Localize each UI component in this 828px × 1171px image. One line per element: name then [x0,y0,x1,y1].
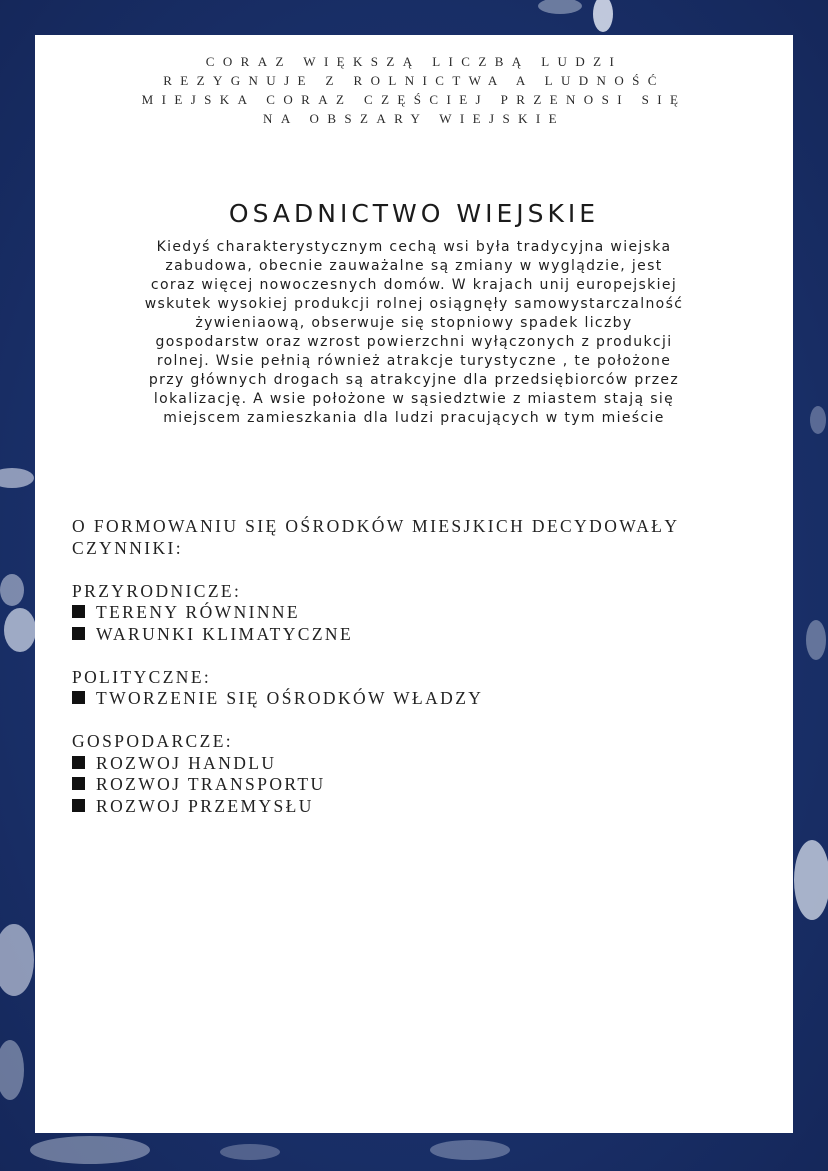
square-bullet-icon [72,605,85,618]
list-item [72,774,762,796]
group-label-natural: PRZYRODNICZE: [72,580,242,601]
body-line: lokalizację. A wsie położone w sąsiedztwie z miastem stają się [153,391,675,407]
intro-line: REZYGNUJE Z ROLNICTWA A LUDNOŚĆ [163,73,665,88]
body-line: rolnej. Wsie pełnią również atrakcje turystyczne , te położone [156,353,672,369]
body-line: miejscem zamieszkania dla ludzi pracujących w tym mieście [163,410,665,426]
document-page [35,35,793,1133]
square-bullet-icon [72,799,85,812]
body-line: przy głównych drogach są atrakcyjne dla przedsiębiorców przez [148,372,680,388]
intro-heading [35,52,793,128]
factors-section [72,516,762,817]
list-item-text: TERENY RÓWNINNE [96,602,301,622]
group-label-political: POLITYCZNE: [72,666,212,687]
body-line: żywieniaową, obserwuje się stopniowy spadek liczby [195,315,633,331]
intro-line: CORAZ WIĘKSZĄ LICZBĄ LUDZI [205,54,623,69]
list-item [72,753,762,775]
square-bullet-icon [72,756,85,769]
body-line: coraz więcej nowoczesnych domów. W krajach unij europejskiej [150,277,678,293]
intro-line: MIEJSKA CORAZ CZĘŚCIEJ PRZENOSI SIĘ [141,92,687,107]
list-item [72,624,762,646]
list-item-text: ROZWOJ PRZEMYSŁU [96,795,314,816]
body-line: zabudowa, obecnie zauważalne są zmiany w wyglądzie, jest [165,258,663,274]
body-line: Kiedyś charakterystycznym cechą wsi była tradycyjna wiejska [156,239,672,255]
list-item [72,688,762,710]
intro-line: NA OBSZARY WIEJSKIE [263,111,565,126]
factors-heading: O FORMOWANIU SIĘ OŚRODKÓW MIESJKICH DECYDOWAŁY [72,516,680,536]
list-item-text: ROZWOJ TRANSPORTU [96,774,326,794]
body-line: wskutek wysokiej produkcji rolnej osiągnęły samowystarczalność [144,296,684,312]
list-item [72,796,762,818]
square-bullet-icon [72,777,85,790]
group-label-economic: GOSPODARCZE: [72,731,234,751]
page-title: OSADNICTWO WIEJSKIE [228,199,600,228]
square-bullet-icon [72,691,85,704]
list-item-text: ROZWOJ HANDLU [96,752,277,773]
body-paragraph [35,238,793,428]
factors-heading-continued: CZYNNIKI: [72,537,184,558]
list-item [72,602,762,624]
list-item-text: WARUNKI KLIMATYCZNE [96,623,354,644]
square-bullet-icon [72,627,85,640]
list-item-text: TWORZENIE SIĘ OŚRODKÓW WŁADZY [96,688,484,708]
body-line: gospodarstw oraz wzrost powierzchni wyłączonych z produkcji [155,334,673,350]
